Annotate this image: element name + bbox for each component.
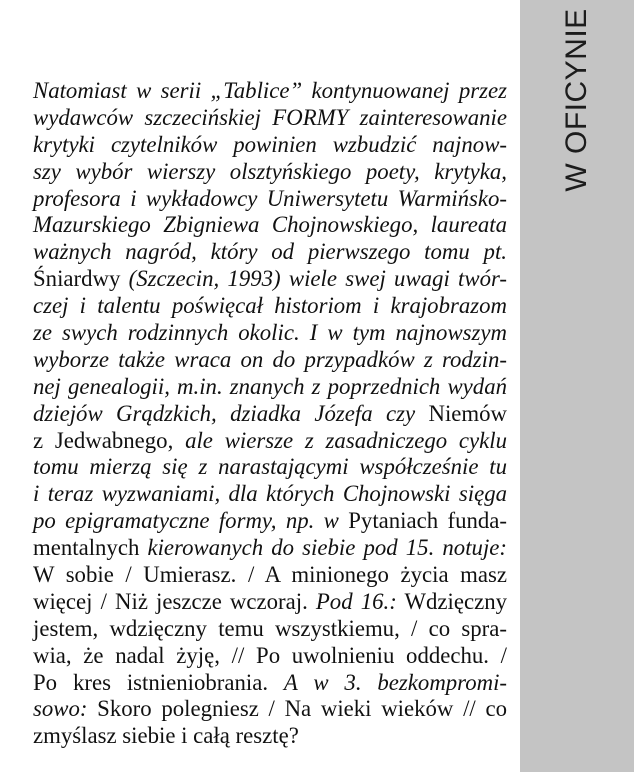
- text-segment: profesora i wykładowcy Uniwersytetu Warmińsko-: [33, 185, 507, 211]
- text-segment: ze swych rodzinnych okolic. I w tym najnowszym: [33, 320, 507, 346]
- article-body: [33, 78, 507, 750]
- text-segment: sowo:: [33, 696, 88, 722]
- text-line: [33, 132, 507, 159]
- text-segment: więcej / Niż jeszcze wczoraj.: [33, 588, 316, 614]
- text-segment: kierowanych do siebie pod 15. notuje:: [147, 535, 507, 561]
- text-segment: ale wiersze z zasadniczego cyklu: [185, 427, 507, 453]
- text-line: [33, 347, 507, 374]
- text-line: [33, 239, 507, 266]
- text-segment: krytyki czytelników powinien wzbudzić najnow-: [33, 131, 507, 157]
- section-label: W OFICYNIE: [560, 8, 593, 192]
- text-line: [33, 428, 507, 455]
- text-segment: Skoro polegniesz / Na wieki wieków // co: [87, 696, 507, 722]
- text-segment: Pytaniach funda-: [348, 508, 507, 534]
- text-segment: Natomiast w serii „Tablice” kontynuowanej przez: [33, 78, 507, 103]
- text-line: [33, 78, 507, 105]
- text-segment: mentalnych: [33, 535, 148, 561]
- text-segment: czej i talentu poświęcał historiom i krajobrazom: [33, 293, 507, 319]
- text-segment: A w 3. bezkompromi-: [283, 669, 507, 695]
- text-segment: Niemów: [428, 400, 507, 426]
- text-line: [33, 159, 507, 186]
- text-line: [33, 401, 507, 428]
- text-line: [33, 723, 507, 750]
- text-segment: i teraz wyzwaniami, dla których Chojnowski sięga: [33, 481, 507, 507]
- text-segment: ważnych nagród, który od pierwszego tomu pt.: [33, 239, 507, 265]
- text-line: [33, 562, 507, 589]
- text-line: [33, 320, 507, 347]
- text-segment: dziejów Grądzkich, dziadka Józefa czy: [33, 400, 429, 426]
- text-segment: po epigramatyczne formy, np. w: [33, 508, 349, 534]
- text-line: [33, 266, 507, 293]
- text-segment: jestem, wdzięczny temu wszystkiemu, / co spra-: [33, 615, 507, 641]
- text-line: [33, 670, 507, 697]
- text-segment: szy wybór wierszy olsztyńskiego poety, krytyka,: [33, 158, 507, 184]
- text-segment: Wdzięczny: [396, 588, 508, 614]
- text-line: [33, 374, 507, 401]
- text-segment: (Szczecin, 1993) wiele swej uwagi twór-: [128, 266, 507, 292]
- text-line: [33, 186, 507, 213]
- text-segment: tomu mierzą się z narastającymi współcześnie tu: [33, 454, 507, 480]
- text-line: [33, 696, 507, 723]
- text-line: [33, 589, 507, 616]
- text-line: [33, 454, 507, 481]
- text-segment: Pod 16.:: [315, 588, 397, 614]
- text-segment: wia, że nadal żyję, // Po uwolnieniu oddechu. /: [33, 642, 507, 668]
- text-line: [33, 508, 507, 535]
- text-line: [33, 535, 507, 562]
- text-line: [33, 293, 507, 320]
- text-line: [33, 643, 507, 670]
- text-segment: wyborze także wraca on do przypadków z rodzin-: [33, 346, 507, 372]
- text-segment: z Jedwabnego,: [33, 427, 186, 453]
- text-line: [33, 105, 507, 132]
- text-line: [33, 212, 507, 239]
- text-segment: Mazurskiego Zbigniewa Chojnowskiego, laureata: [33, 212, 507, 238]
- text-line: [33, 481, 507, 508]
- text-segment: Po kres istnieniobrania.: [33, 669, 284, 695]
- text-segment: W sobie / Umierasz. / A minionego życia masz: [33, 562, 507, 588]
- text-segment: zmyślasz siebie i całą resztę?: [33, 723, 299, 749]
- text-segment: nej genealogii, m.in. znanych z poprzednich wydań: [33, 373, 507, 399]
- text-line: [33, 616, 507, 643]
- text-segment: wydawców szczecińskiej FORMY zainteresowanie: [33, 104, 507, 130]
- text-segment: Śniardwy: [33, 266, 129, 292]
